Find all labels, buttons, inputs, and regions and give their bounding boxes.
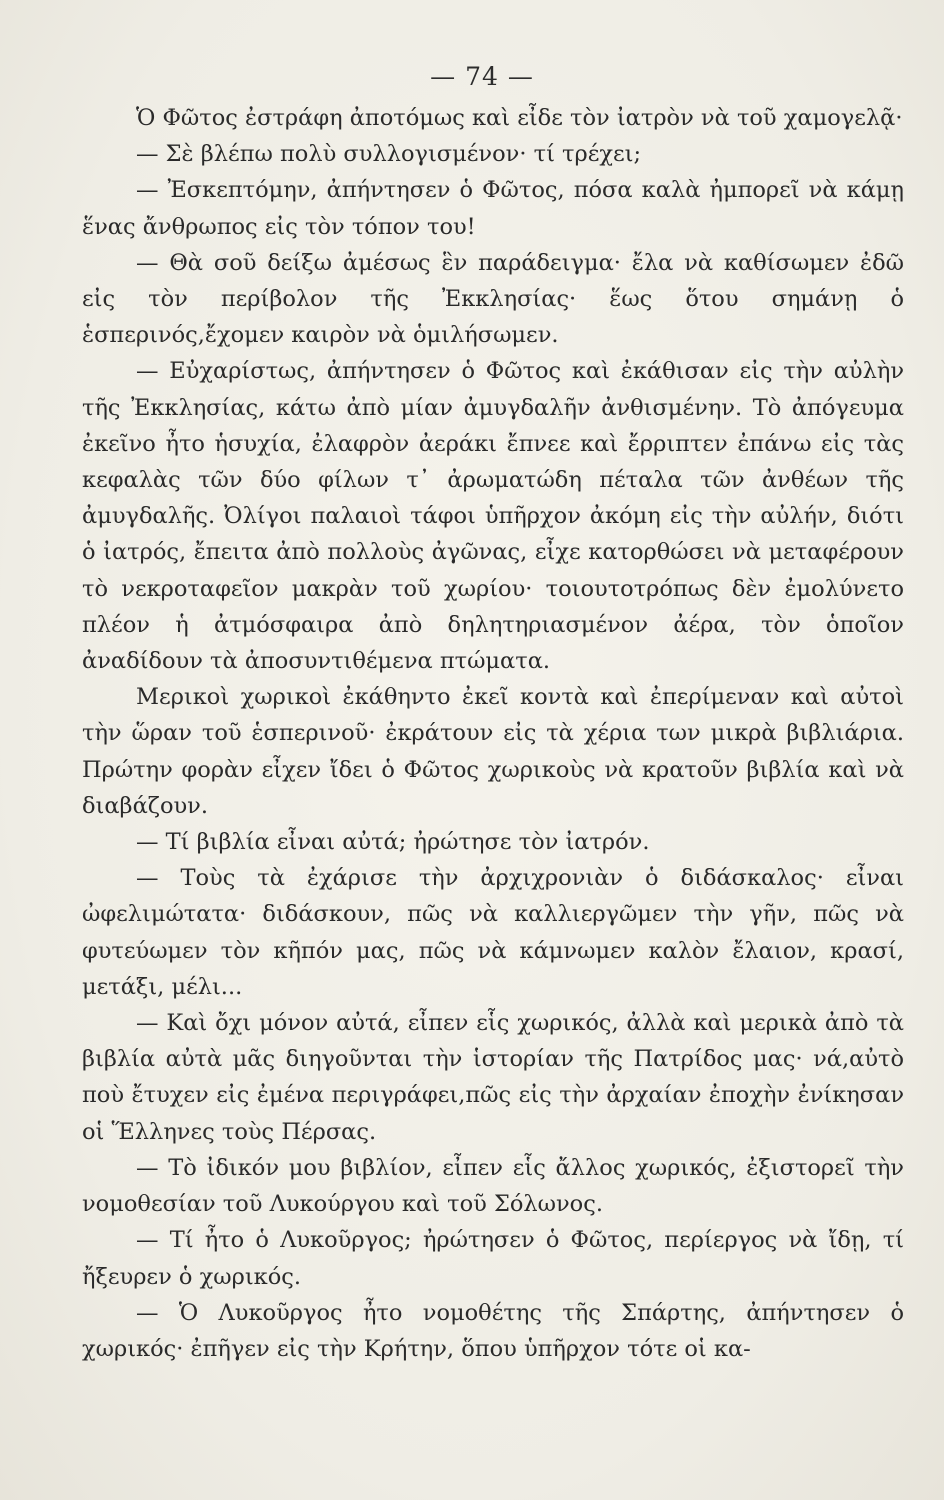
paragraph: Ὁ Φῶτος ἐστράφη ἀποτόμως καὶ εἶδε τὸν ἰατρὸν νὰ τοῦ χαμογελᾷ·: [136, 105, 903, 131]
paragraph: — Σὲ βλέπω πολὺ συλλογισμένον· τί τρέχει;: [136, 141, 642, 168]
paragraph: — Ὁ Λυκοῦργος ἦτο νομοθέτης τῆς Σπάρτης, ἀπήντησεν ὁ χωρικός· ἐπῆγεν εἰς τὴν Κρήτην, ὅπου ὑπῆρχον τότε οἱ κα-: [82, 1299, 904, 1362]
paragraph: — Τοὺς τὰ ἐχάρισε τὴν ἀρχιχρονιὰν ὁ διδάσκαλος· εἶναι ὠφελιμώτατα· διδάσκουν, πῶς νὰ καλλιεργῶμεν τὴν γῆν, πῶς νὰ φυτεύωμεν τὸν κῆπόν μας, πῶς νὰ κάμνωμεν καλὸν ἔλαιον, κρασί, μετάξι, μέλι...: [82, 865, 904, 1000]
paragraph: — Τί βιβλία εἶναι αὐτά; ἠρώτησε τὸν ἰατρόν.: [136, 829, 650, 856]
paragraph: — Ἐσκεπτόμην, ἀπήντησεν ὁ Φῶτος, πόσα καλὰ ἠμπορεῖ νὰ κάμῃ ἕνας ἄνθρωπος εἰς τὸν τόπον του!: [82, 177, 904, 240]
paragraph: — Καὶ ὄχι μόνον αὐτά, εἶπεν εἷς χωρικός, ἀλλὰ καὶ μερικὰ ἀπὸ τὰ βιβλία αὐτὰ μᾶς διηγοῦνται τὴν ἱστορίαν τῆς Πατρίδος μας· νά,αὐτὸ ποὺ ἔτυχεν εἰς ἐμένα περιγράφει,πῶς εἰς τὴν ἀρχαίαν ἐποχὴν ἐνίκησαν οἱ Ἕλληνες τοὺς Πέρσας.: [82, 1010, 904, 1145]
paragraph: — Τί ἦτο ὁ Λυκοῦργος; ἠρώτησεν ὁ Φῶτος, περίεργος νὰ ἴδῃ, τί ἤξευρεν ὁ χωρικός.: [82, 1227, 904, 1290]
page-number: — 74 —: [430, 62, 534, 91]
paragraph: Μερικοὶ χωρικοὶ ἐκάθηντο ἐκεῖ κοντὰ καὶ ἐπερίμεναν καὶ αὐτοὶ τὴν ὥραν τοῦ ἑσπερινοῦ· ἐκράτουν εἰς τὰ χέρια των μικρὰ βιβλιάρια. Πρώτην φορὰν εἶχεν ἴδει ὁ Φῶτος χωρικοὺς νὰ κρατοῦν βιβλία καὶ νὰ διαβάζουν.: [82, 684, 904, 819]
paragraph: — Εὐχαρίστως, ἀπήντησεν ὁ Φῶτος καὶ ἐκάθισαν εἰς τὴν αὐλὴν τῆς Ἐκκλησίας, κάτω ἀπὸ μίαν ἀμυγδαλῆν ἀνθισμένην. Τὸ ἀπόγευμα ἐκεῖνο ἦτο ἡσυχία, ἐλαφρὸν ἀεράκι ἔπνεε καὶ ἔρριπτεν ἐπάνω εἰς τὰς κεφαλὰς τῶν δύο φίλων τ᾽ ἀρωματώδη πέταλα τῶν ἀνθέων τῆς ἀμυγδαλῆς. Ὀλίγοι παλαιοὶ τάφοι ὑπῆρχον ἀκόμη εἰς τὴν αὐλήν, διότι ὁ ἰατρός, ἔπειτα ἀπὸ πολλοὺς ἀγῶνας, εἶχε κατορθώσει νὰ μεταφέρουν τὸ νεκροταφεῖον μακρὰν τοῦ χωρίου· τοιουτοτρόπως δὲν ἐμολύνετο πλέον ἡ ἀτμόσφαιρα ἀπὸ δηλητηριασμένον ἀέρα, τὸν ὁποῖον ἀναδίδουν τὰ ἀποσυντιθέμενα πτώματα.: [82, 358, 904, 675]
body-text: [82, 100, 904, 1367]
paragraph: — Τὸ ἰδικόν μου βιβλίον, εἶπεν εἷς ἄλλος χωρικός, ἐξιστορεῖ τὴν νομοθεσίαν τοῦ Λυκούργου καὶ τοῦ Σόλωνος.: [82, 1154, 904, 1218]
paragraph: — Θὰ σοῦ δείξω ἀμέσως ἓν παράδειγμα· ἔλα νὰ καθίσωμεν ἐδῶ εἰς τὸν περίβολον τῆς Ἐκκλησίας· ἕως ὅτου σημάνῃ ὁ ἑσπερινός,ἔχομεν καιρὸν νὰ ὁμιλήσωμεν.: [82, 249, 904, 349]
